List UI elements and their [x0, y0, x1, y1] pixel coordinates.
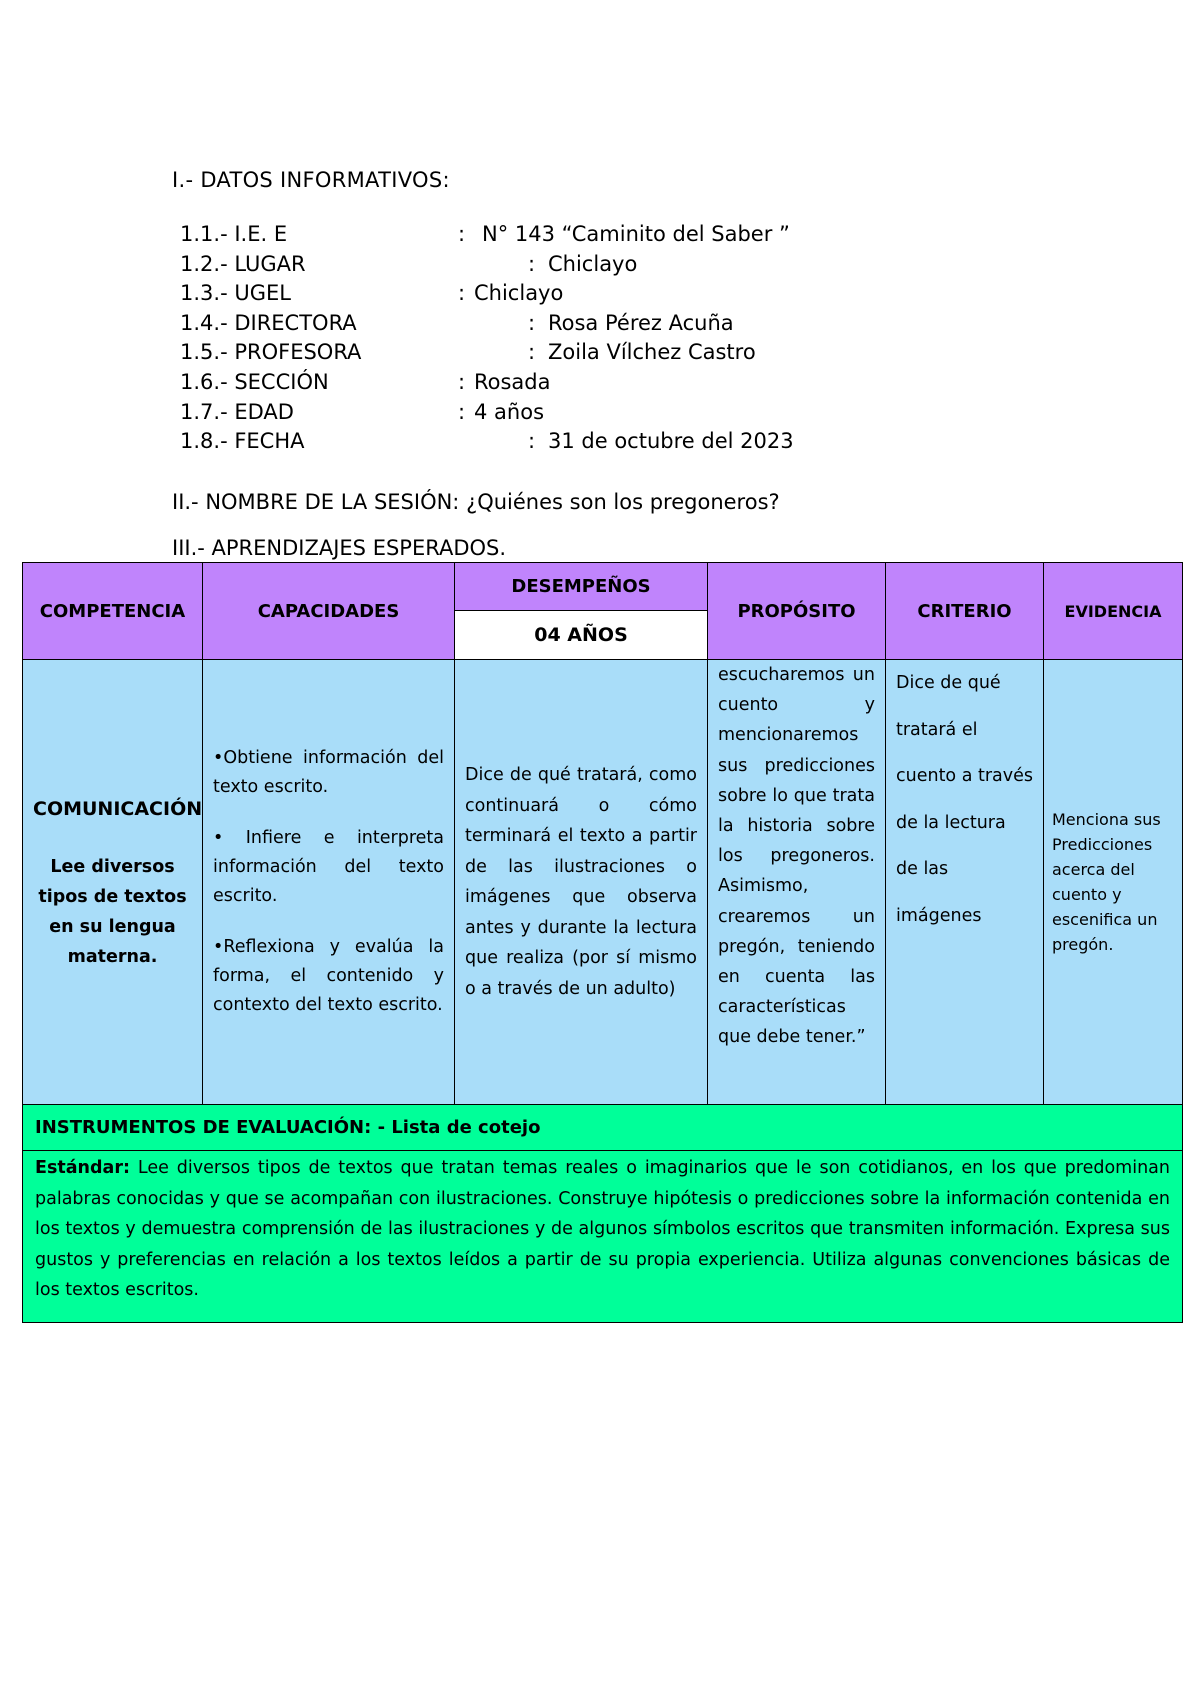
dato-value: Rosada — [474, 369, 551, 394]
dato-value: Zoila Vílchez Castro — [548, 340, 756, 365]
capacidad-item: •Obtiene información del texto escrito. — [213, 748, 444, 797]
section3-heading: III.- APRENDIZAJES ESPERADOS. — [172, 536, 507, 560]
dato-sep: : — [458, 222, 466, 246]
dato-value: 4 años — [474, 399, 545, 424]
header-proposito: PROPÓSITO — [708, 563, 886, 660]
estandar-row — [23, 1151, 1183, 1323]
evidencia-cell: Menciona sus Predicciones acerca del cuento y escenifica un pregón. — [1044, 660, 1183, 1105]
session-title: ¿Quiénes son los pregoneros? — [459, 490, 780, 514]
estandar-label: Estándar: — [35, 1158, 130, 1178]
dato-sep: : — [458, 281, 466, 306]
capacidades-cell — [203, 660, 455, 1105]
instrumentos-value: Lista de cotejo — [391, 1117, 541, 1138]
dato-label: 1.4.- DIRECTORA — [180, 310, 357, 335]
dato-label: 1.8.- FECHA — [180, 429, 305, 454]
header-competencia: COMPETENCIA — [23, 563, 203, 660]
competencia-title: COMUNICACIÓN — [33, 797, 203, 820]
dato-label: 1.2.- LUGAR — [180, 251, 306, 276]
instrumentos-row — [23, 1105, 1183, 1151]
instrumentos-label: INSTRUMENTOS DE EVALUACIÓN: - — [35, 1117, 386, 1138]
dato-value: Chiclayo — [474, 281, 564, 306]
dato-label: 1.1.- I.E. E — [180, 222, 288, 246]
header-capacidades: CAPACIDADES — [203, 563, 455, 660]
proposito-cell: escucharemos un cuento y mencionaremos sus predicciones sobre lo que trata la historia sobre los pregoneros. Asimismo, crearemos un pregón, teniendo en cuenta las características que debe tener.” — [708, 660, 886, 1105]
header-edad: 04 AÑOS — [455, 611, 708, 660]
dato-value: N° 143 “Caminito del Saber ” — [482, 222, 790, 246]
header-desempenos: DESEMPEÑOS — [455, 563, 708, 611]
header-evidencia: EVIDENCIA — [1044, 563, 1183, 660]
competencia-subtitle: Lee diversos tipos de textos en su lengua materna. — [38, 856, 187, 967]
dato-label: 1.5.- PROFESORA — [180, 340, 362, 365]
dato-sep: : — [458, 369, 466, 394]
dato-sep: : — [458, 399, 466, 424]
dato-sep: : — [528, 340, 536, 365]
section1-heading: I.- DATOS INFORMATIVOS: — [172, 168, 450, 192]
dato-sep: : — [528, 251, 536, 276]
dato-label: 1.3.- UGEL — [180, 281, 291, 306]
competencia-cell — [23, 660, 203, 1105]
header-criterio: CRITERIO — [886, 563, 1044, 660]
section2-heading: II.- NOMBRE DE LA SESIÓN: — [172, 490, 460, 514]
dato-sep: : — [528, 429, 536, 454]
estandar-text: Lee diversos tipos de textos que tratan temas reales o imaginarios que le son cotidianos, en los que predominan palabras conocidas y que se acompañan con ilustraciones. Construye hipótesis o predicciones sobre la información contenida en los textos y demuestra comprensión de las ilustraciones y de algunos símbolos escritos que transmiten información. Expresa sus gustos y preferencias en relación a los textos leídos a partir de su propia experiencia. Utiliza algunas convenciones básicas de los textos escritos. — [35, 1158, 1170, 1300]
desempeno-cell: Dice de qué tratará, como continuará o cómo terminará el texto a partir de las ilustraciones o imágenes que observa antes y durante la lectura que realiza (por sí mismo o a través de un adulto) — [455, 660, 708, 1105]
dato-sep: : — [528, 310, 536, 335]
dato-value: 31 de octubre del 2023 — [548, 429, 794, 454]
dato-value: Rosa Pérez Acuña — [548, 310, 734, 335]
capacidad-item: •Reflexiona y evalúa la forma, el contenido y contexto del texto escrito. — [213, 937, 444, 1015]
dato-value: Chiclayo — [548, 251, 638, 276]
dato-label: 1.6.- SECCIÓN — [180, 369, 329, 394]
aprendizajes-table — [22, 562, 1183, 1323]
criterio-cell: Dice de qué tratará el cuento a través de la lectura de las imágenes — [886, 660, 1044, 1105]
session-name — [172, 490, 780, 514]
dato-label: 1.7.- EDAD — [180, 399, 294, 424]
capacidad-item: • Infiere e interpreta información del texto escrito. — [213, 828, 444, 906]
